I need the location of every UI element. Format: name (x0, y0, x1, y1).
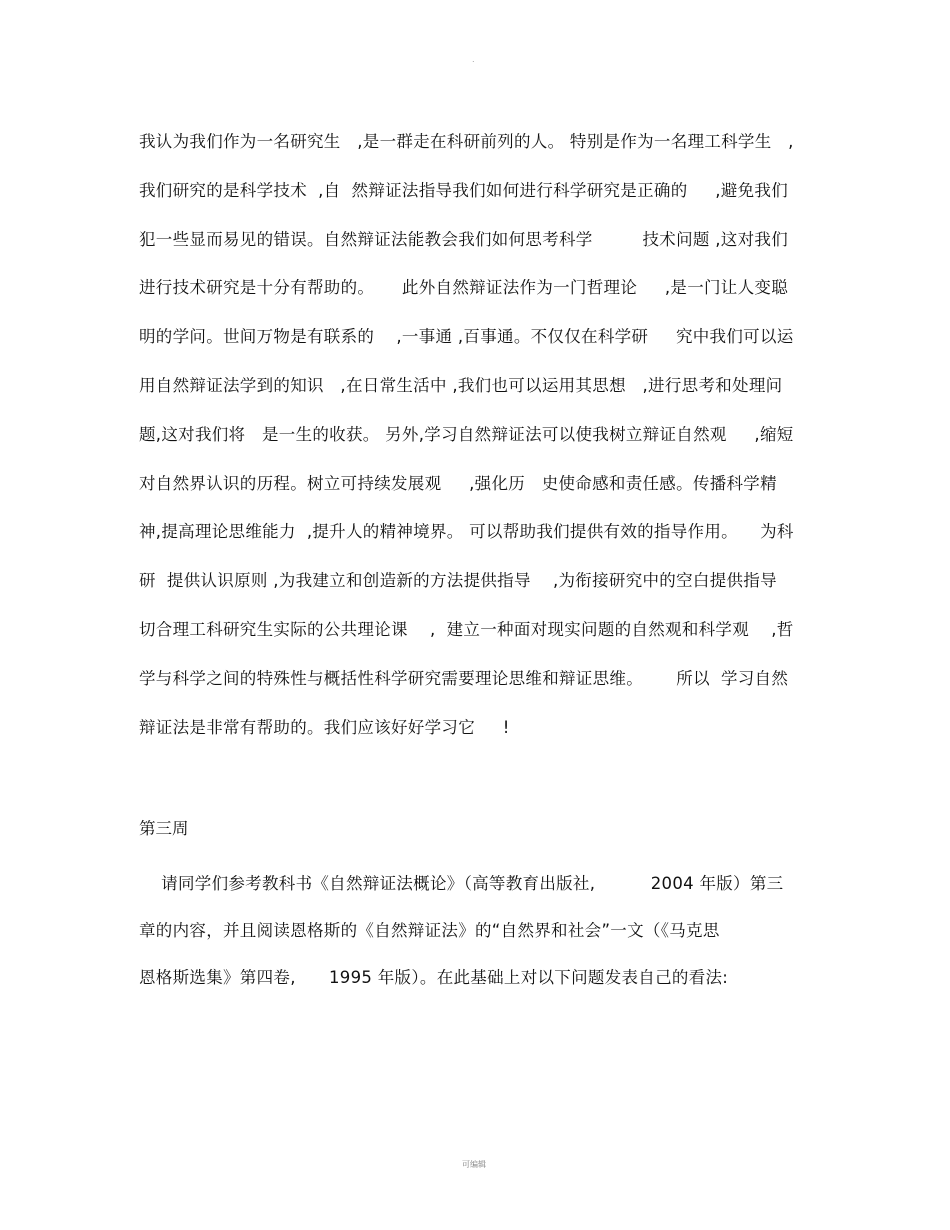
body-paragraph-1 (139, 118, 829, 752)
text-line: 进行技术研究是十分有帮助的。 此外自然辩证法作为一门哲理论 ,是一门让人变聪 (139, 278, 788, 298)
text-line: 恩格斯选集》第四卷, 1995 年版）。在此基础上对以下问题发表自己的看法: (139, 968, 729, 987)
text-line: 研 提供认识原则 ,为我建立和创造新的方法提供指导 ,为衔接研究中的空白提供指导 (139, 571, 777, 591)
text-line: 学与科学之间的特殊性与概括性科学研究需要理论思维和辩证思维。 所以 学习自然 (139, 668, 789, 688)
text-line: 题,这对我们将 是一生的收获。 另外,学习自然辩证法可以使我树立辩证自然观 ,缩短 (139, 424, 794, 444)
section-heading: 第三周 (139, 819, 189, 838)
text-line: 对自然界认识的历程。树立可持续发展观 ,强化历 史使命感和责任感。传播科学精 (139, 473, 777, 493)
text-line: 我认为我们作为一名研究生 ,是一群走在科研前列的人。 特别是作为一名理工科学生 , (139, 132, 794, 151)
text-line: 辩证法是非常有帮助的。我们应该好好学习它 ! (139, 717, 510, 737)
text-line: 章的内容，并且阅读恩格斯的《自然辩证法》的“自然界和社会”一文（《马克思 (139, 921, 720, 940)
text-line: 神,提高理论思维能力 ,提升人的精神境界。 可以帮助我们提供有效的指导作用。 为科 (139, 522, 794, 542)
text-line: 明的学问。世间万物是有联系的 ,一事通 ,百事通。不仅仅在科学研 究中我们可以运 (139, 327, 794, 347)
footer-editable-mark: 可编辑 (462, 1160, 486, 1169)
text-line: 我们研究的是科学技术 ,自 然辩证法指导我们如何进行科学研究是正确的 ,避免我们 (139, 180, 788, 200)
text-line: 请同学们参考教科书《自然辩证法概论》（高等教育出版社, 2004 年版）第三 (139, 874, 784, 893)
body-paragraph-2 (139, 860, 829, 1001)
text-line: 犯一些显而易见的错误。自然辩证法能教会我们如何思考科学 技术问题 ,这对我们 (139, 229, 788, 249)
header-mark: . (472, 55, 475, 64)
text-line: 用自然辩证法学到的知识 ,在日常生活中 ,我们也可以运用其思想 ,进行思考和处理问 (139, 375, 783, 395)
text-line: 切合理工科研究生实际的公共理论课 , 建立一种面对现实问题的自然观和科学观 ,哲 (139, 619, 794, 639)
